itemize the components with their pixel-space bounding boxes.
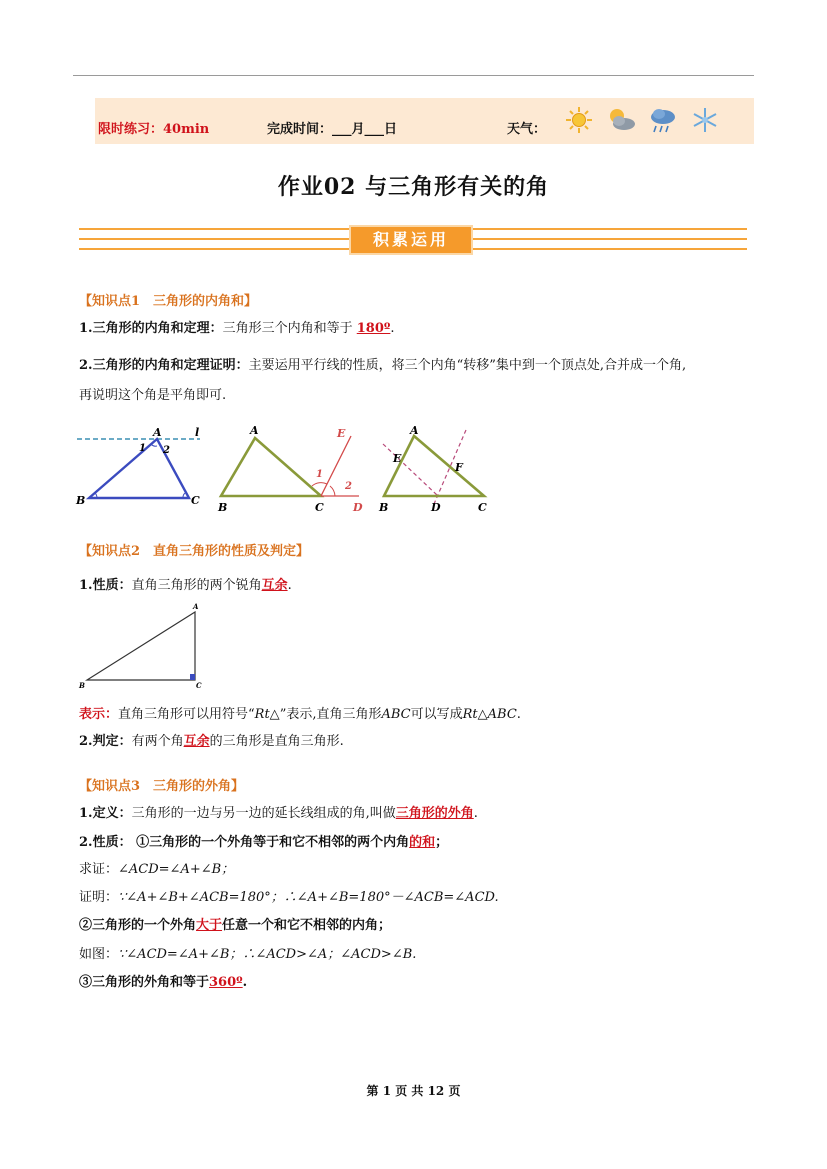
fig2-label-D: D bbox=[353, 501, 363, 514]
figure-triangle-midpoint bbox=[376, 422, 491, 514]
figure-right-triangle bbox=[77, 602, 207, 692]
kp3-answer-greater: 大于 bbox=[196, 918, 223, 933]
kp1-heading: 【知识点1 三角形的内角和】 bbox=[79, 294, 258, 309]
rt-label-C: C bbox=[196, 681, 202, 690]
rt-label-A: A bbox=[193, 602, 199, 611]
fig2-label-1: 1 bbox=[316, 469, 323, 480]
kp1-p1: 1.三角形的内角和定理：三角形三个内角和等于 180º. bbox=[79, 321, 395, 336]
fig1-label-B: B bbox=[76, 494, 86, 507]
kp2-answer-1: 互余 bbox=[261, 578, 288, 593]
fig2-label-B: B bbox=[218, 501, 228, 514]
kp1-answer: 180º bbox=[356, 321, 391, 336]
kp3-proof-question: 求证：∠ACD=∠A+∠B； bbox=[79, 862, 235, 877]
header-rule bbox=[73, 75, 754, 76]
kp3-heading: 【知识点3 三角形的外角】 bbox=[79, 779, 245, 794]
partly-cloudy-icon bbox=[605, 105, 637, 135]
kp2-answer-2: 互余 bbox=[183, 734, 210, 749]
fig1-label-2: 2 bbox=[163, 445, 170, 456]
sun-icon bbox=[563, 105, 595, 135]
info-bar bbox=[95, 98, 754, 144]
time-limit: 限时练习：40min bbox=[98, 122, 210, 137]
banner-label: 积累运用 bbox=[349, 225, 473, 255]
section-banner bbox=[79, 222, 747, 256]
kp3-property-2: ②三角形的一个外角大于任意一个和它不相邻的内角； bbox=[79, 918, 392, 933]
weather-label: 天气： bbox=[507, 122, 547, 137]
kp2-heading: 【知识点2 直角三角形的性质及判定】 bbox=[79, 544, 310, 559]
kp3-definition: 1.定义：三角形的一边与另一边的延长线组成的角,叫做三角形的外角. bbox=[79, 806, 478, 821]
fig3-label-E: E bbox=[393, 452, 402, 465]
fig1-label-1: 1 bbox=[139, 443, 146, 454]
fig3-label-F: F bbox=[455, 461, 463, 474]
fig1-label-C: C bbox=[191, 494, 200, 507]
kp1-p2: 2.三角形的内角和定理证明：主要运用平行线的性质，将三个内角“转移”集中到一个顶点处,合并成一个角, bbox=[79, 358, 687, 373]
snow-icon bbox=[689, 105, 721, 135]
fig1-label-l: l bbox=[195, 426, 200, 439]
figure-parallel-line bbox=[75, 422, 205, 514]
fig3-label-A: A bbox=[410, 424, 419, 437]
figure-exterior-angle bbox=[213, 422, 368, 514]
kp2-p1: 1.性质：直角三角形的两个锐角互余. bbox=[79, 578, 292, 593]
page-footer: 第 1 页 共 12 页 bbox=[366, 1084, 461, 1098]
rain-icon bbox=[647, 105, 679, 135]
kp3-answer-def: 三角形的外角 bbox=[395, 806, 474, 821]
kp3-property-3: ③三角形的外角和等于360º. bbox=[79, 975, 248, 990]
finish-time: 完成时间：___月___日 bbox=[267, 122, 398, 137]
kp3-proof: 证明：∵∠A+∠B+∠ACB=180°；∴∠A+∠B=180°－∠ACB=∠ACD. bbox=[79, 890, 499, 905]
fig3-label-C: C bbox=[478, 501, 487, 514]
kp2-note: 表示：直角三角形可以用符号“Rt△”表示,直角三角形ABC可以写成Rt△ABC. bbox=[79, 707, 521, 722]
rt-label-B: B bbox=[79, 681, 85, 690]
fig2-label-A: A bbox=[250, 424, 259, 437]
kp3-answer-360: 360º bbox=[209, 975, 243, 990]
fig3-label-B: B bbox=[379, 501, 389, 514]
kp2-p2: 2.判定：有两个角互余的三角形是直角三角形. bbox=[79, 734, 344, 749]
fig2-label-2: 2 bbox=[345, 481, 352, 492]
fig2-label-C: C bbox=[315, 501, 324, 514]
fig1-label-A: A bbox=[153, 426, 162, 439]
kp3-figure-note: 如图：∵∠ACD=∠A+∠B；∴∠ACD>∠A；∠ACD>∠B. bbox=[79, 947, 417, 962]
kp3-answer-sum: 的和 bbox=[409, 835, 436, 850]
fig2-label-E: E bbox=[337, 427, 346, 440]
fig3-label-D: D bbox=[431, 501, 441, 514]
kp1-p2-cont: 再说明这个角是平角即可. bbox=[79, 388, 227, 403]
kp3-property-1: 2.性质： ①三角形的一个外角等于和它不相邻的两个内角的和； bbox=[79, 835, 449, 850]
page-title: 作业02 与三角形有关的角 bbox=[277, 174, 550, 200]
